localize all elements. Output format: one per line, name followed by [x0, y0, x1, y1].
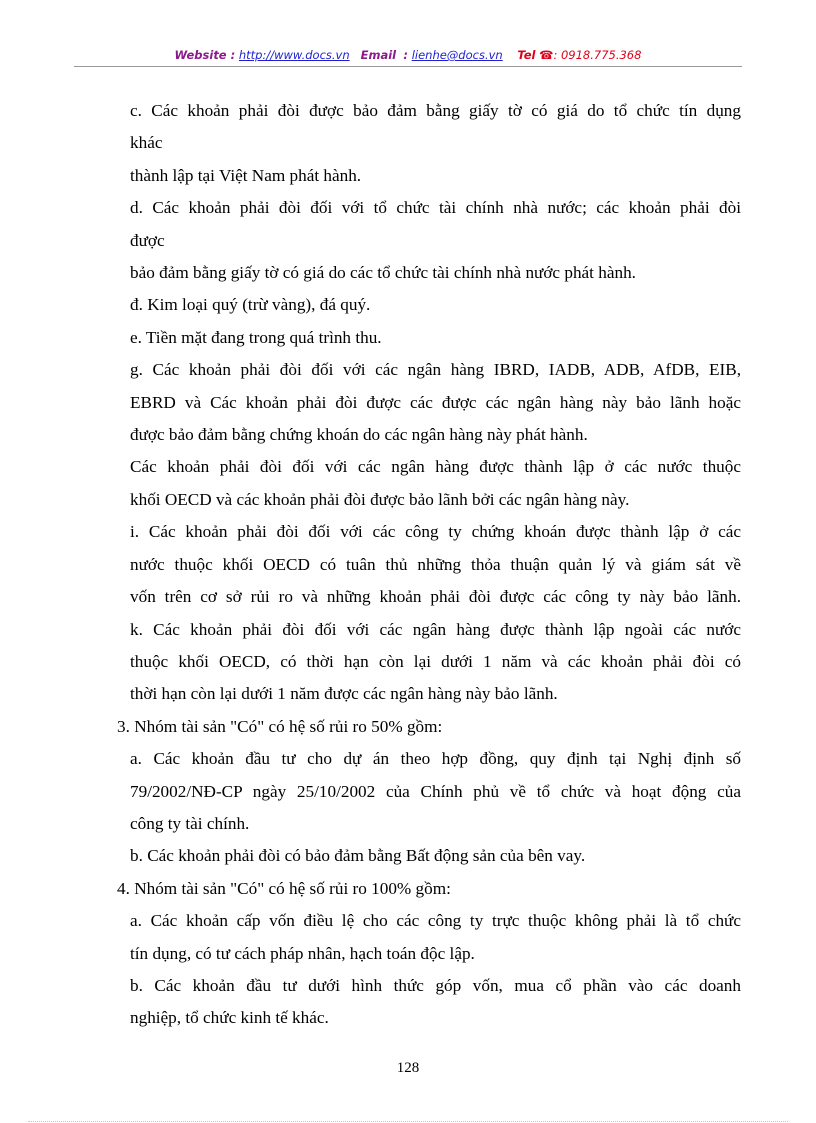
text-line: vốn trên cơ sở rủi ro và những khoản phải đòi được các công ty này bảo lãnh.: [130, 587, 741, 607]
text-line: nước thuộc khối OECD có tuân thủ những thỏa thuận quản lý và giám sát về: [130, 554, 741, 574]
page-header: [0, 48, 816, 62]
text-line: thành lập tại Việt Nam phát hành.: [130, 165, 362, 185]
footer-divider: [28, 1121, 788, 1122]
text-line: tín dụng, có tư cách pháp nhân, hạch toán độc lập.: [130, 943, 475, 963]
email-label: Email: [360, 48, 397, 62]
website-link[interactable]: http://www.docs.vn: [238, 48, 350, 62]
text-line: khác: [130, 133, 163, 153]
text-line: thuộc khối OECD, có thời hạn còn lại dưới 1 năm và các khoản phải đòi có: [130, 651, 741, 671]
text-line: c. Các khoản phải đòi được bảo đảm bằng giấy tờ có giá do tổ chức tín dụng: [130, 101, 741, 120]
text-line: a. Các khoản đầu tư cho dự án theo hợp đồng, quy định tại Nghị định số: [130, 749, 741, 769]
text-line: g. Các khoản phải đòi đối với các ngân hàng IBRD, IADB, ADB, AfDB, EIB,: [130, 360, 741, 380]
website-label: Website :: [174, 48, 236, 62]
text-line: 79/2002/NĐ-CP ngày 25/10/2002 của Chính phủ về tổ chức và hoạt động của: [130, 781, 741, 801]
text-line: đ. Kim loại quý (trừ vàng), đá quý.: [130, 295, 371, 315]
document-body: [117, 95, 741, 1035]
text-line: i. Các khoản phải đòi đối với các công ty chứng khoán được thành lập ở các: [130, 522, 741, 542]
text-line: a. Các khoản cấp vốn điều lệ cho các công ty trực thuộc không phải là tổ chức: [130, 911, 741, 931]
header-divider: [74, 66, 742, 67]
section-heading: 4. Nhóm tài sản "Có" có hệ số rủi ro 100% gồm:: [117, 878, 451, 898]
section-heading: 3. Nhóm tài sản "Có" có hệ số rủi ro 50% gồm:: [117, 716, 443, 736]
text-line: bảo đảm bằng giấy tờ có giá do các tổ chức tài chính nhà nước phát hành.: [130, 263, 636, 283]
text-line: được: [130, 230, 165, 250]
text-line: Các khoản phải đòi đối với các ngân hàng được thành lập ở các nước thuộc: [130, 457, 741, 477]
text-line: d. Các khoản phải đòi đối với tổ chức tài chính nhà nước; các khoản phải đòi: [130, 198, 741, 218]
tel-number: : 0918.775.368: [553, 48, 642, 62]
phone-icon: ☎: [539, 48, 554, 62]
text-line: công ty tài chính.: [130, 813, 250, 833]
text-line: e. Tiền mặt đang trong quá trình thu.: [130, 327, 382, 347]
text-line: được bảo đảm bằng chứng khoán do các ngân hàng này phát hành.: [130, 425, 588, 445]
page-number: 128: [396, 1060, 420, 1076]
text-line: nghiệp, tổ chức kinh tế khác.: [130, 1008, 329, 1028]
text-line: khối OECD và các khoản phải đòi được bảo lãnh bởi các ngân hàng này.: [130, 489, 630, 509]
email-link[interactable]: lienhe@docs.vn: [411, 48, 503, 62]
tel-label: Tel: [517, 48, 536, 62]
text-line: b. Các khoản đầu tư dưới hình thức góp vốn, mua cổ phần vào các doanh: [130, 975, 741, 995]
text-line: k. Các khoản phải đòi đối với các ngân hàng được thành lập ngoài các nước: [130, 619, 741, 639]
email-separator: :: [403, 48, 409, 62]
text-line: thời hạn còn lại dưới 1 năm được các ngân hàng này bảo lãnh.: [130, 684, 558, 704]
text-line: b. Các khoản phải đòi có bảo đảm bằng Bất động sản của bên vay.: [130, 846, 586, 866]
text-line: EBRD và Các khoản phải đòi được các được các ngân hàng này bảo lãnh hoặc: [130, 392, 741, 412]
